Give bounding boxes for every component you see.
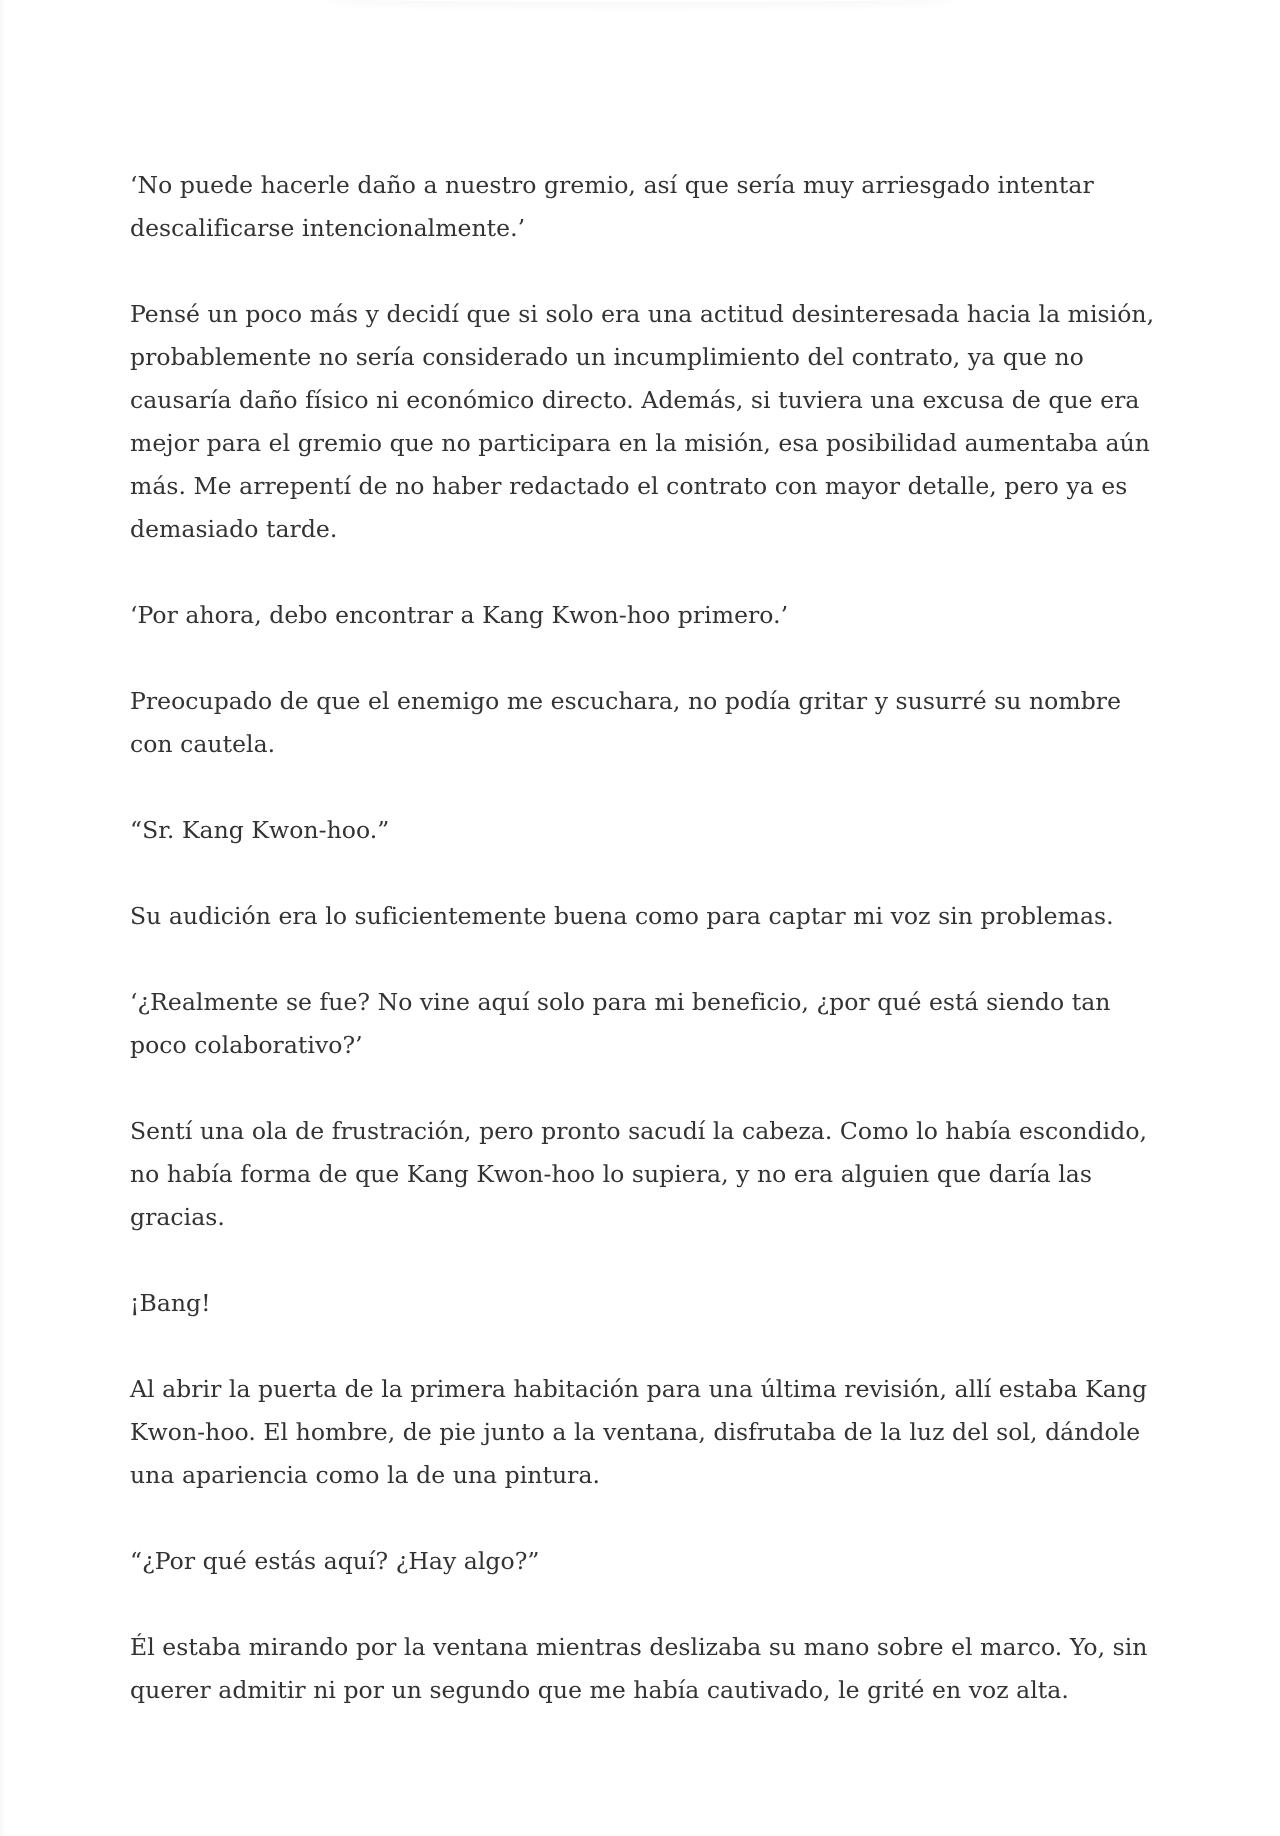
story-text: [130, 164, 1170, 1755]
paragraph-bang: ¡Bang!: [130, 1289, 211, 1317]
paragraph-contract: Pensé un poco más y decidí que si solo era una actitud desinteresada hacia la misión, probablemente no sería considerado un incumplimiento del contrato, ya que no causaría daño físico ni económico directo. Además, si tuviera una excusa de que era mejor para el gremio que no participara en la misión, esa posibilidad aumentaba aún más. Me arrepentí de no haber redactado el contrato con mayor detalle, pero ya es demasiado tarde.: [130, 300, 1155, 543]
paragraph-door: Al abrir la puerta de la primera habitación para una última revisión, allí estaba Kang Kwon-hoo. El hombre, de pie junto a la ventana, disfrutaba de la luz del sol, dándole una apariencia como la de una pintura.: [130, 1375, 1148, 1489]
paragraph-frustration: Sentí una ola de frustración, pero pronto sacudí la cabeza. Como lo había escondido, no había forma de que Kang Kwon-hoo lo supiera, y no era alguien que daría las gracias.: [130, 1117, 1148, 1231]
paragraph-dialogue-name: “Sr. Kang Kwon-hoo.”: [130, 816, 390, 844]
paragraph-thought-find: ‘Por ahora, debo encontrar a Kang Kwon-hoo primero.’: [130, 601, 789, 629]
paragraph-thought-guild: ‘No puede hacerle daño a nuestro gremio, así que sería muy arriesgado intentar descalificarse intencionalmente.’: [130, 171, 1094, 242]
paragraph-hearing: Su audición era lo suficientemente buena como para captar mi voz sin problemas.: [130, 902, 1114, 930]
top-shadow: [320, 0, 960, 2]
paragraph-whisper: Preocupado de que el enemigo me escuchara, no podía gritar y susurré su nombre con cautela.: [130, 687, 1122, 758]
left-edge-shade: [0, 0, 6, 1836]
paragraph-dialogue-question: “¿Por qué estás aquí? ¿Hay algo?”: [130, 1547, 540, 1575]
paragraph-window: Él estaba mirando por la ventana mientras deslizaba su mano sobre el marco. Yo, sin querer admitir ni por un segundo que me había cautivado, le grité en voz alta.: [130, 1633, 1148, 1704]
paragraph-thought-left: ‘¿Realmente se fue? No vine aquí solo para mi beneficio, ¿por qué está siendo tan poco colaborativo?’: [130, 988, 1111, 1059]
